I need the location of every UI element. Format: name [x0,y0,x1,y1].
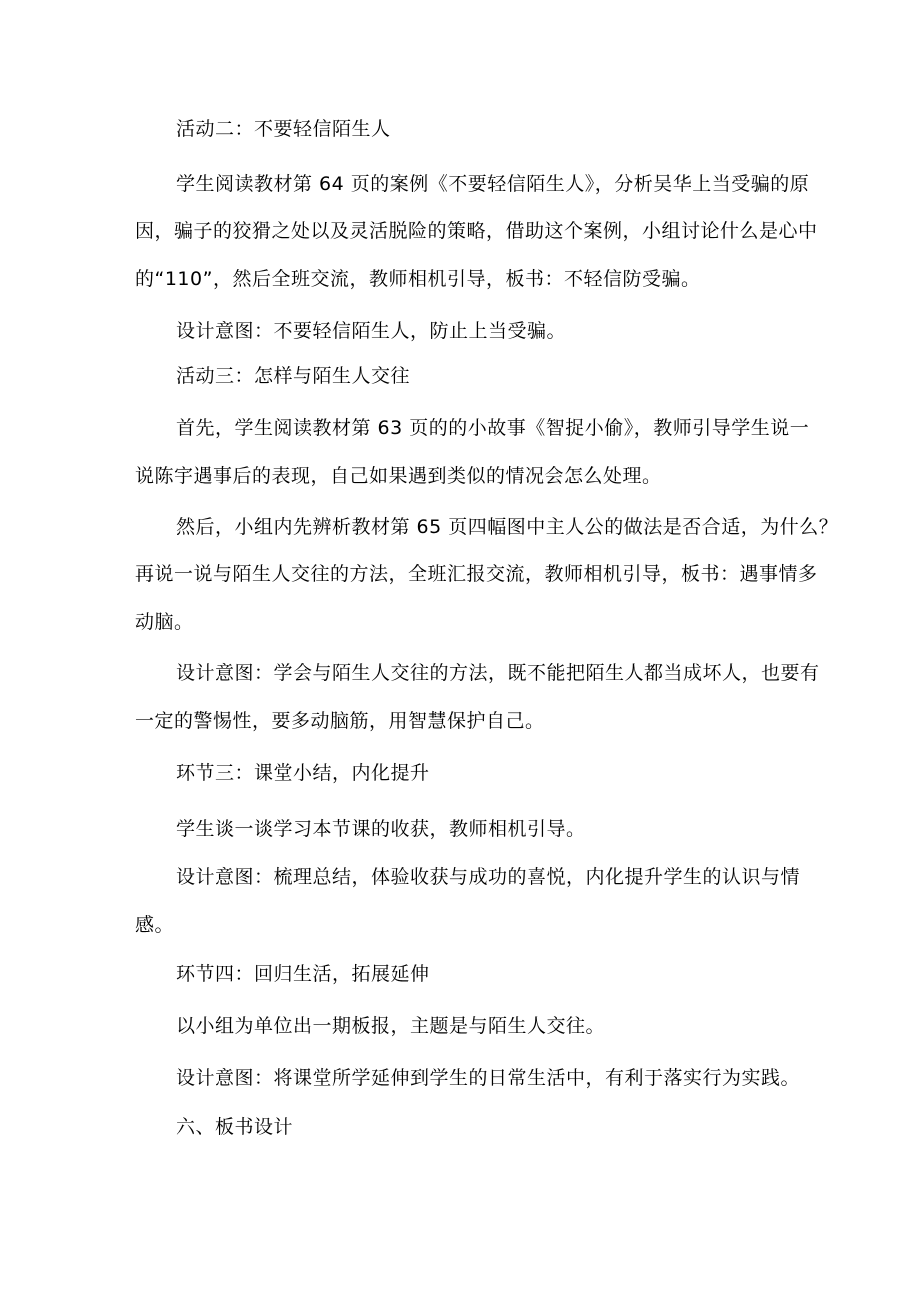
section-six-heading: 六、板书设计 [176,1116,294,1138]
activity-two-heading: 活动二：不要轻信陌生人 [176,118,391,140]
paragraph-line: 然后，小组内先辨析教材第 65 页四幅图中主人公的做法是否合适，为什么？ [176,516,839,538]
design-intent-line: 设计意图：不要轻信陌生人，防止上当受骗。 [176,320,567,342]
design-intent-line: 设计意图：学会与陌生人交往的方法，既不能把陌生人都当成坏人，也要有 [176,662,820,684]
paragraph-line: 感。 [135,914,175,936]
paragraph-line: 因，骗子的狡猾之处以及灵活脱险的策略，借助这个案例，小组讨论什么是心中 [135,220,818,242]
paragraph-line: 以小组为单位出一期板报，主题是与陌生人交往。 [176,1015,606,1037]
paragraph-line: 首先，学生阅读教材第 63 页的的小故事《智捉小偷》，教师引导学生说一 [176,417,810,439]
activity-three-heading: 活动三：怎样与陌生人交往 [176,365,411,387]
paragraph-line: 再说一说与陌生人交往的方法，全班汇报交流，教师相机引导，板书：遇事情多 [135,563,818,585]
design-intent-line: 设计意图：将课堂所学延伸到学生的日常生活中，有利于落实行为实践。 [176,1067,801,1089]
paragraph-line: 学生阅读教材第 64 页的案例《不要轻信陌生人》，分析吴华上当受骗的原 [176,173,810,195]
paragraph-line: 动脑。 [135,611,194,633]
paragraph-line: 的“110”，然后全班交流，教师相机引导，板书：不轻信防受骗。 [135,268,701,290]
section-four-heading: 环节四：回归生活，拓展延伸 [176,963,430,985]
paragraph-line: 一定的警惕性，要多动脑筋，用智慧保护自己。 [135,710,545,732]
section-three-heading: 环节三：课堂小结，内化提升 [176,762,430,784]
paragraph-line: 学生谈一谈学习本节课的收获，教师相机引导。 [176,818,586,840]
design-intent-line: 设计意图：梳理总结，体验收获与成功的喜悦，内化提升学生的认识与情 [176,866,801,888]
paragraph-line: 说陈宇遇事后的表现，自己如果遇到类似的情况会怎么处理。 [135,465,662,487]
